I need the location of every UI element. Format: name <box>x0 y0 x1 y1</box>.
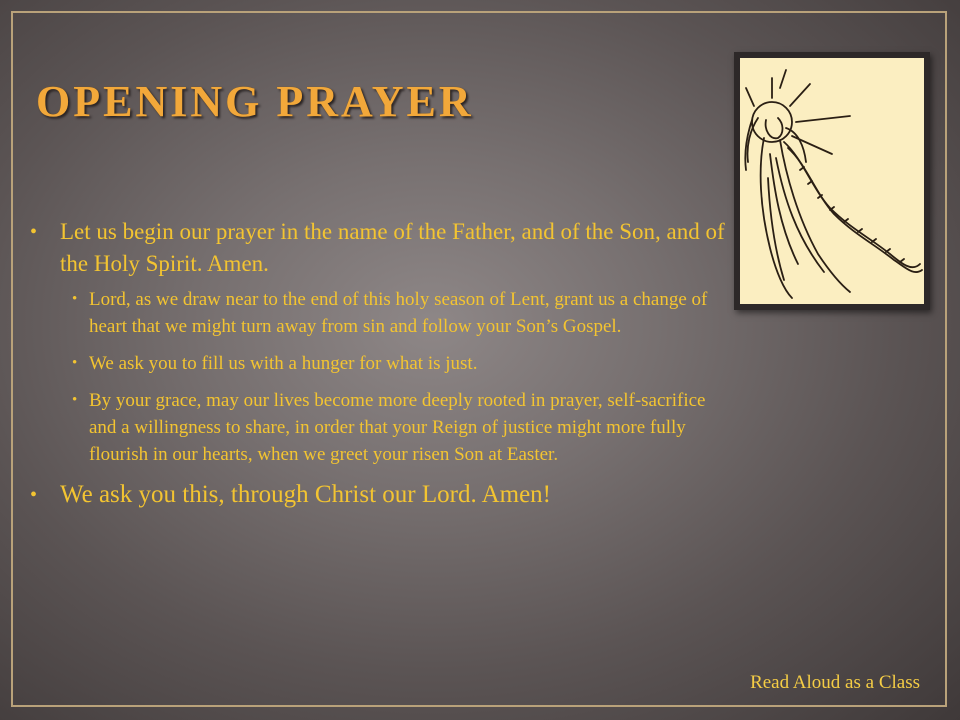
bullet-icon: • <box>72 291 78 307</box>
sub-bullet-item <box>30 387 730 468</box>
bullet-text: We ask you this, through Christ our Lord. Amen! <box>60 481 551 508</box>
bullet-item <box>30 216 730 280</box>
bullet-icon: • <box>72 392 78 408</box>
sub-bullet-text: Lord, as we draw near to the end of this holy season of Lent, grant us a change of heart that we might turn away from sin and follow your Son’s Gospel. <box>89 289 708 337</box>
bullet-icon: • <box>72 355 78 371</box>
sub-bullet-text: We ask you to fill us with a hunger for what is just. <box>89 353 478 374</box>
sub-bullet-item <box>30 350 730 377</box>
sub-bullet-item <box>30 286 730 340</box>
bullet-icon: • <box>30 484 38 506</box>
bullet-text: Let us begin our prayer in the name of the Father, and of the Son, and of the Holy Spirit. Amen. <box>60 219 725 276</box>
prayer-content <box>30 216 730 518</box>
slide-title: OPENING PRAYER <box>36 77 474 126</box>
picture-frame <box>734 52 930 310</box>
sub-bullet-text: By your grace, may our lives become more deeply rooted in prayer, self-sacrifice and a willingness to share, in order that your Reign of justice might more fully flourish in our hearts, when we greet your risen Son at Easter. <box>89 390 706 465</box>
bullet-item <box>30 478 730 512</box>
risen-christ-sketch-icon <box>740 58 924 304</box>
bullet-icon: • <box>30 221 38 243</box>
footer-note: Read Aloud as a Class <box>750 672 920 693</box>
